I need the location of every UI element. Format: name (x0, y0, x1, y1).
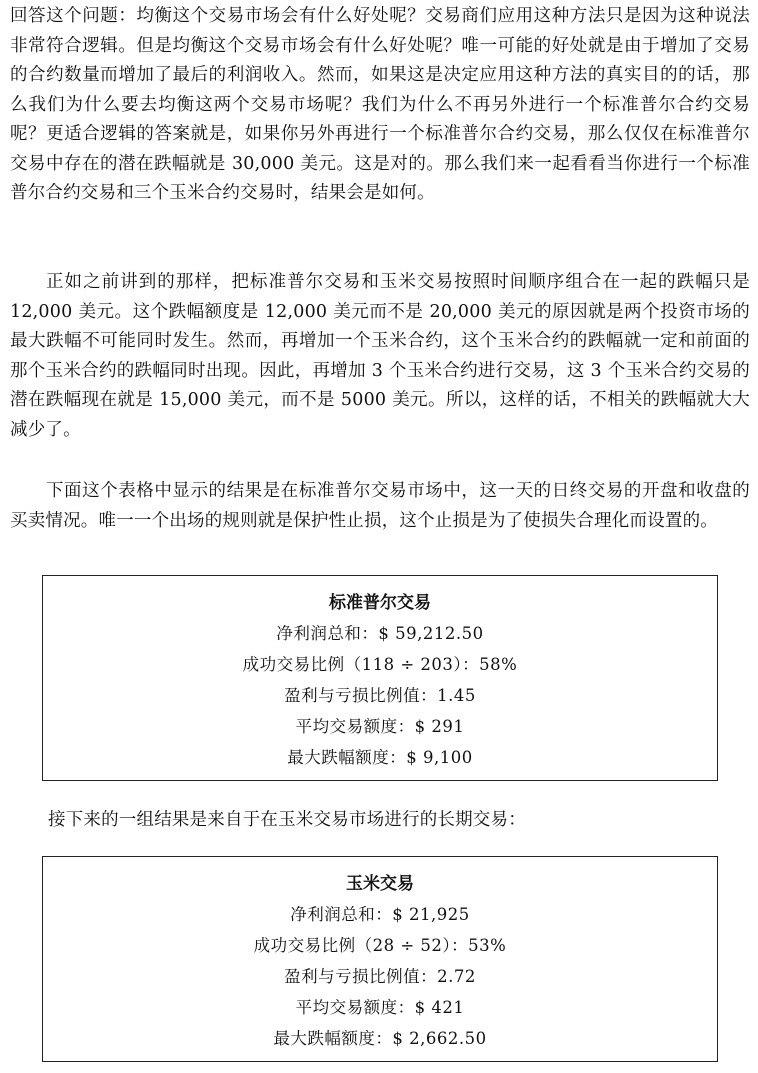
sp-net-profit: 净利润总和：$ 59,212.50 (276, 624, 484, 643)
corn-results-title: 玉米交易 (346, 874, 414, 894)
corn-average-trade: 平均交易额度：$ 421 (295, 998, 465, 1017)
sp-max-drawdown: 最大跌幅额度：$ 9,100 (287, 748, 473, 767)
corn-results-box (42, 856, 718, 1062)
body-paragraph-1: 回答这个问题：均衡这个交易市场会有什么好处呢？交易商们应用这种方法只是因为这种说法非常符合逻辑。但是均衡这个交易市场会有什么好处呢？唯一可能的好处就是由于增加了交易的合约数量而增加了最后的利润收入。然而，如果这是决定应用这种方法的真实目的的话，那么我们为什么要去均衡这两个交易市场呢？我们为什么不再另外进行一个标准普尔合约交易呢？更适合逻辑的答案就是，如果你另外再进行一个标准普尔合约交易，那么仅仅在标准普尔交易中存在的潜在跌幅就是 30,000 美元。这是对的。那么我们来一起看看当你进行一个标准普尔合约交易和三个玉米合约交易时，结果会是如何。 (10, 6, 750, 203)
sp-results-title: 标准普尔交易 (329, 593, 431, 613)
body-paragraph-4: 接下来的一组结果是来自于在玉米交易市场进行的长期交易： (48, 810, 526, 830)
sp-results-box (42, 575, 718, 781)
body-paragraph-2: 正如之前讲到的那样，把标准普尔交易和玉米交易按照时间顺序组合在一起的跌幅只是 12,000 美元。这个跌幅额度是 12,000 美元而不是 20,000 美元的原因就是两个投资市场的最大跌幅不可能同时发生。然而，再增加一个玉米合约，这个玉米合约的跌幅就一定和前面的那个玉米合约的跌幅同时出现。因此，再增加 3 个玉米合约进行交易，这 3 个玉米合约交易的潜在跌幅现在就是 15,000 美元，而不是 5000 美元。所以，这样的话，不相关的跌幅就大大减少了。 (10, 272, 750, 440)
corn-net-profit: 净利润总和：$ 21,925 (290, 905, 470, 924)
sp-win-ratio: 成功交易比例（118 ÷ 203）：58% (242, 655, 518, 674)
body-paragraph-3: 下面这个表格中显示的结果是在标准普尔交易市场中，这一天的日终交易的开盘和收盘的买卖情况。唯一一个出场的规则就是保护性止损，这个止损是为了使损失合理化而设置的。 (10, 481, 750, 531)
corn-max-drawdown: 最大跌幅额度：$ 2,662.50 (273, 1029, 487, 1048)
corn-profit-loss-ratio: 盈利与亏损比例值：2.72 (284, 967, 476, 986)
sp-average-trade: 平均交易额度：$ 291 (295, 717, 465, 736)
sp-profit-loss-ratio: 盈利与亏损比例值：1.45 (284, 686, 476, 705)
corn-win-ratio: 成功交易比例（28 ÷ 52）：53% (253, 936, 507, 955)
